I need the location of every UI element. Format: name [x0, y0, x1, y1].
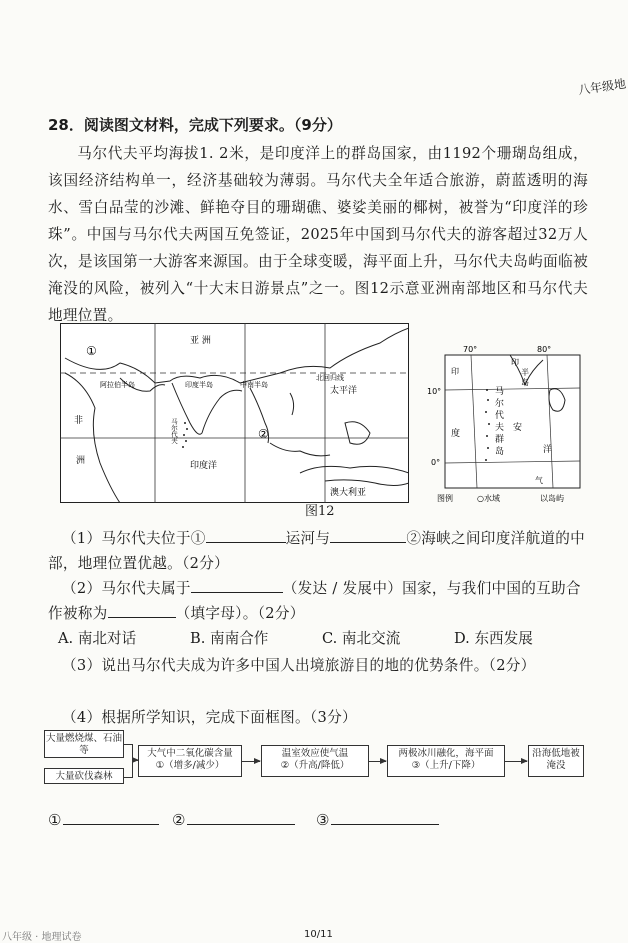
label-asia: 亚 洲	[190, 336, 211, 346]
flow-box-co2: 大气中二氧化碳含量 ①（增多/减少）	[138, 745, 242, 777]
label-africa-2: 洲	[76, 456, 86, 466]
inset-left-char: 印	[451, 367, 459, 376]
answer-blank-1[interactable]	[63, 810, 159, 825]
label-arabian-peninsula: 阿拉伯半岛	[100, 381, 135, 389]
asia-map	[60, 323, 409, 503]
flow-arrow-2	[369, 761, 386, 762]
question-title: 28．阅读图文材料，完成下列要求。（9分）	[48, 116, 342, 134]
inset-lon70: 70°	[463, 345, 478, 354]
label-australia: 澳大利亚	[330, 488, 367, 498]
answer-3: ③	[316, 810, 439, 829]
answer-1: ①	[48, 810, 159, 829]
answer-blank-canal[interactable]	[206, 528, 286, 543]
flow-source-deforestation: 大量砍伐森林	[44, 768, 124, 784]
inset-peninsula-char-1: 半	[521, 368, 529, 377]
option-b[interactable]: B. 南南合作	[190, 630, 269, 647]
label-pacific: 太平洋	[330, 386, 358, 396]
label-india-peninsula: 印度半岛	[185, 381, 213, 389]
flow-arrow-3	[505, 761, 527, 762]
answer-blank-2[interactable]	[187, 810, 295, 825]
answer-blank-country-type[interactable]	[191, 578, 283, 593]
inset-peninsula-char-2: 岛	[521, 378, 529, 387]
inset-india-char: 印	[511, 358, 519, 367]
sub-question-1-line2: 部，地理位置优越。（2分）	[48, 555, 230, 572]
inset-bottom-char: 气	[535, 476, 543, 485]
answer-blank-strait[interactable]	[330, 528, 406, 543]
footer-smudge: 八年级 · 地理试卷	[2, 932, 82, 943]
answer-2: ②	[172, 810, 295, 829]
label-circle-1: ①	[86, 344, 97, 358]
flow-box-ice-melt: 两极冰川融化，海平面 ③（上升/下降）	[387, 745, 505, 777]
sub-question-1: （1）马尔代夫位于① 运河与 ②海峡之间印度洋航道的中	[62, 530, 586, 547]
label-indochina: 中南半岛	[240, 381, 268, 389]
inset-maldives-char-5: 岛	[495, 447, 505, 457]
option-d[interactable]: D. 东西发展	[454, 630, 533, 647]
inset-degree-char: 度	[451, 429, 461, 439]
label-indian-ocean: 印度洋	[190, 461, 218, 471]
sub-question-3: （3）说出马尔代夫成为许多中国人出境旅游目的地的优势条件。（2分）	[62, 657, 536, 674]
corner-note: 八年级地	[577, 76, 627, 98]
flow-source-fossil-fuel: 大量燃烧煤、石油等	[44, 730, 124, 758]
flow-arrow-1	[242, 761, 260, 762]
sub-question-4: （4）根据所学知识，完成下面框图。（3分）	[62, 709, 357, 726]
answer-blank-cooperation[interactable]	[108, 603, 176, 618]
inset-lat0: 0°	[431, 458, 441, 467]
inset-maldives-char-4: 群	[495, 435, 505, 445]
option-a[interactable]: A. 南北对话	[58, 630, 137, 647]
page-number: 10/11	[304, 929, 333, 940]
label-africa: 非	[74, 416, 84, 426]
inset-maldives-char-3: 夫	[495, 423, 505, 433]
maldives-inset-map	[425, 340, 590, 505]
inset-maldives-char-2: 代	[495, 411, 505, 421]
flow-box-greenhouse: 温室效应使气温 ②（升高/降低）	[261, 745, 369, 777]
sub-question-2: （2）马尔代夫属于 （发达 / 发展中）国家，与我们中国的互助合	[62, 580, 581, 597]
question-paragraph: 马尔代夫平均海拔1. 2米，是印度洋上的群岛国家，由1192个珊瑚岛组成，该国经济结构单一，经济基础较为薄弱。马尔代夫全年适合旅游，蔚蓝透明的海水、雪白品莹的沙滩、鲜艳夺目的珊瑚礁、婆娑美丽的椰树，被誉为“印度洋的珍珠”。中国与马尔代夫两国互免签证，2025年中国到马尔代夫的游客超过32万人次，是该国第一大游客来源国。由于全球变暖，海平面上升，马尔代夫岛屿面临被淹没的风险，被列入“十大末日游景点”之一。图12示意亚洲南部地区和马尔代夫地理位置。	[48, 145, 588, 324]
option-c[interactable]: C. 南北交流	[322, 630, 401, 647]
inset-legend-water: ○水域	[477, 494, 500, 503]
label-tropic: 北回归线	[316, 374, 344, 382]
figure-caption: 图12	[305, 504, 335, 519]
inset-ocean-char: 洋	[543, 445, 553, 455]
flow-box-flooding: 沿海低地被淹没	[528, 745, 584, 777]
label-circle-2: ②	[258, 427, 269, 441]
inset-maldives-char-1: 尔	[495, 399, 505, 409]
inset-maldives-char-0: 马	[495, 387, 505, 397]
inset-legend-islands: 以岛屿	[540, 494, 564, 503]
inset-legend: 图例	[437, 494, 453, 503]
inset-lat10: 10°	[427, 387, 442, 396]
label-maldives-vertical: 马尔代夫	[170, 418, 178, 444]
answer-blank-3[interactable]	[331, 810, 439, 825]
inset-mid-char: 安	[513, 423, 523, 433]
inset-lon80: 80°	[537, 345, 552, 354]
sub-question-2-line2: 作被称为 （填字母）。（2分）	[48, 605, 305, 622]
